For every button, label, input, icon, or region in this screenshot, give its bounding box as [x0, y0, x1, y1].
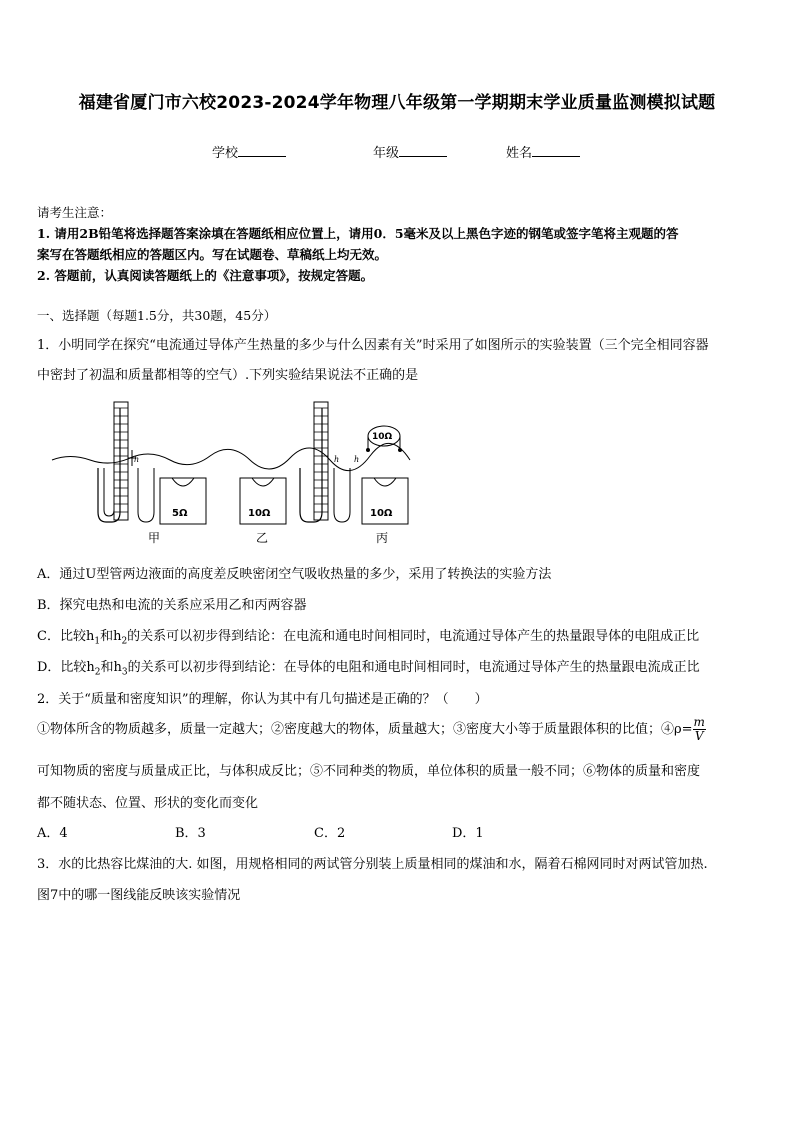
q1-experiment-figure: [50, 398, 420, 548]
name-field: [506, 142, 580, 161]
notice-heading: 请考生注意：: [37, 205, 113, 220]
figure-label-yi: 乙: [256, 531, 269, 545]
q2-statements-line3: 都不随状态、位置、形状的变化而变化: [37, 796, 259, 811]
exam-title: 福建省厦门市六校2023-2024学年物理八年级第一学期期末学业质量监测模拟试题: [78, 93, 716, 113]
q2-option-b: B．3: [175, 826, 206, 841]
resistor-label-1: 5Ω: [172, 508, 188, 519]
q3-stem-line2: 图7中的哪一图线能反映该实验情况: [37, 888, 241, 903]
figure-label-bing: 丙: [376, 531, 389, 545]
grade-blank[interactable]: [399, 144, 447, 157]
q1-option-c: C．比较$h_1$和$h_2$的关系可以初步得到结论：在电流和通电时间相同时，电流通过导体产生的热量跟导体的电阻成正比: [37, 629, 700, 647]
section1-heading: 一、选择题（每题1.5分，共30题，45分）: [37, 308, 277, 323]
density-formula: $\frac{m}{V}$: [693, 715, 705, 743]
q2-statements-line1: ①物体所含的物质越多，质量一定越大；②密度越大的物体，质量越大；③密度大小等于质量跟体积的比值；④ρ= $\frac{m}{V}$: [37, 715, 705, 743]
q1-option-a: A．通过U型管两边液面的高度差反映密闭空气吸收热量的多少，采用了转换法的实验方法: [37, 567, 552, 582]
q3-stem-line1: 3．水的比热容比煤油的大. 如图，用规格相同的两试管分别装上质量相同的煤油和水，隔着石棉网同时对两试管加热.: [37, 857, 708, 872]
resistor-label-3: 10Ω: [370, 508, 393, 519]
height-label-h3: h: [354, 455, 360, 464]
resistor-label-top: 10Ω: [372, 432, 393, 442]
figure-label-jia: 甲: [148, 531, 161, 545]
q1-stem-line1: 1．小明同学在探究“电流通过导体产生热量的多少与什么因素有关”时采用了如图所示的实验装置（三个完全相同容器: [37, 338, 709, 353]
school-field: [212, 142, 286, 161]
notice-item2: 2. 答题前，认真阅读答题纸上的《注意事项》，按规定答题。: [37, 268, 374, 283]
q2-option-d: D．1: [452, 826, 484, 841]
height-label-h2: h: [334, 455, 340, 464]
q2-statements-line2: 可知物质的密度与质量成正比，与体积成反比；⑤不同种类的物质，单位体积的质量一般不同；⑥物体的质量和密度: [37, 764, 701, 779]
height-label-h1: h: [134, 455, 140, 464]
q1-stem-line2: 中密封了初温和质量都相等的空气）.下列实验结果说法不正确的是: [37, 368, 419, 383]
notice-item1-line1: 1. 请用2B铅笔将选择题答案涂填在答题纸相应位置上，请用0．5毫米及以上黑色字迹的钢笔或签字笔将主观题的答: [37, 226, 679, 241]
grade-label: 年级: [373, 146, 400, 161]
grade-field: [373, 142, 447, 161]
school-label: 学校: [212, 146, 239, 161]
notice-item1-line2: 案写在答题纸相应的答题区内。写在试题卷、草稿纸上均无效。: [37, 247, 388, 262]
q1-option-d: D．比较$h_2$和$h_3$的关系可以初步得到结论：在导体的电阻和通电时间相同时，电流通过导体产生的热量跟电流成正比: [37, 660, 700, 678]
resistor-label-2: 10Ω: [248, 508, 271, 519]
school-blank[interactable]: [238, 144, 286, 157]
name-blank[interactable]: [532, 144, 580, 157]
q2-option-a: A．4: [37, 826, 68, 841]
q2-stem: 2．关于“质量和密度知识”的理解，你认为其中有几句描述是正确的？（ ）: [37, 692, 488, 707]
q2-option-c: C．2: [314, 826, 346, 841]
name-label: 姓名: [506, 146, 533, 161]
q1-option-b: B．探究电热和电流的关系应采用乙和丙两容器: [37, 598, 307, 613]
